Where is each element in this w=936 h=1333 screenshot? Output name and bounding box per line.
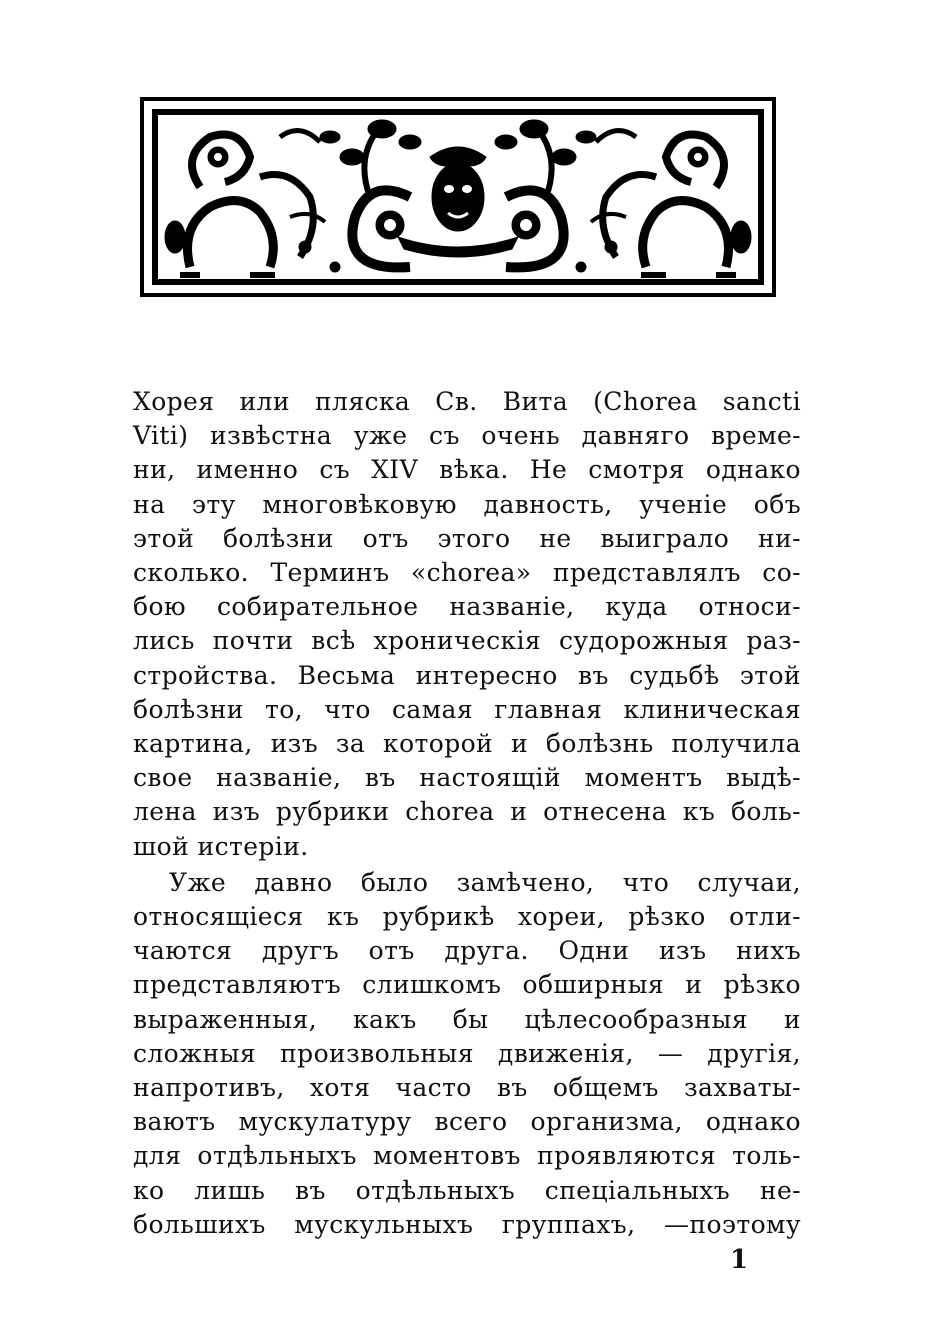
text-line: картина, изъ за которой и болѣзнь получила xyxy=(133,729,801,759)
text-line: лись почти всѣ хроническія судорожныя раз- xyxy=(133,626,801,656)
text-line: бою собирательное названіе, куда относи- xyxy=(133,592,801,622)
text-line: для отдѣльныхъ моментовъ проявляются толь- xyxy=(133,1141,801,1171)
text-line: шой истеріи. xyxy=(133,831,309,861)
text-line: чаются другъ отъ друга. Одни изъ нихъ xyxy=(133,936,801,966)
text-line: большихъ мускульныхъ группахъ, —поэтому xyxy=(133,1209,801,1239)
text-line: ваютъ мускулатуру всего организма, однако xyxy=(133,1107,801,1137)
text-line: болѣзни то, что самая главная клиническая xyxy=(133,694,801,724)
text-line: ни, именно съ XIV вѣка. Не смотря однако xyxy=(133,455,801,485)
decorative-headpiece xyxy=(140,97,776,297)
text-line: относящіеся къ рубрикѣ хореи, рѣзко отли- xyxy=(133,902,801,932)
text-line: напротивъ, хотя часто въ общемъ захваты- xyxy=(133,1073,801,1103)
text-line: Уже давно было замѣчено, что случаи, xyxy=(169,867,801,897)
paragraph-1 xyxy=(133,385,801,864)
text-line: сложныя произвольныя движенія, — другія, xyxy=(133,1038,801,1068)
text-line: ко лишь въ отдѣльныхъ спеціальныхъ не- xyxy=(133,1175,801,1205)
paragraph-2 xyxy=(133,866,801,1242)
text-line: Хорея или пляска Св. Вита (Chorea sancti xyxy=(133,387,801,416)
page-number: 1 xyxy=(730,1245,749,1275)
text-line: лена изъ рубрики chorea и отнесена къ боль- xyxy=(133,797,801,827)
text-line: этой болѣзни отъ этого не выиграло ни- xyxy=(133,523,801,553)
text-line: представляютъ слишкомъ обширныя и рѣзко xyxy=(133,970,801,1000)
text-line: свое названіе, въ настоящій моментъ выдѣ- xyxy=(133,763,801,793)
text-line: сколько. Терминъ «chorea» представлялъ со- xyxy=(133,558,801,588)
body-text xyxy=(133,385,801,1242)
text-line: на эту многовѣковую давность, ученіе объ xyxy=(133,489,801,519)
text-line: выраженныя, какъ бы цѣлесообразныя и xyxy=(133,1004,801,1034)
text-line: Viti) извѣстна уже съ очень давняго време- xyxy=(133,421,801,451)
text-line: стройства. Весьма интересно въ судьбѣ этой xyxy=(133,660,801,690)
